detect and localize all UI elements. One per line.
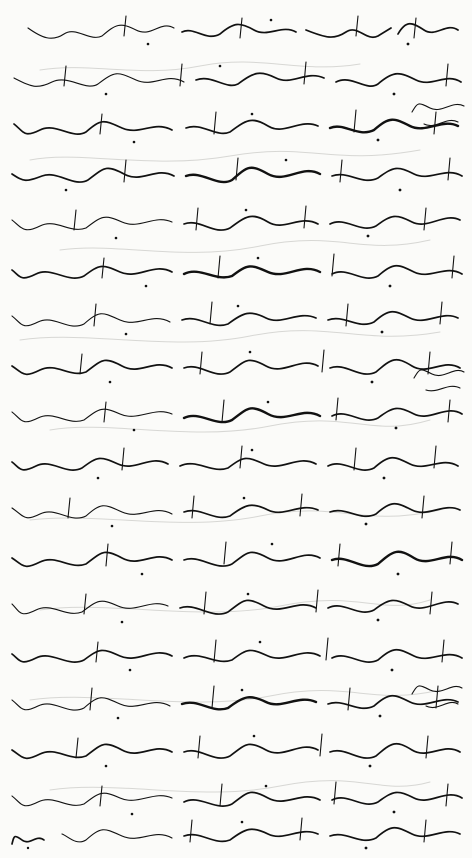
manuscript-line-8 (6, 344, 466, 390)
marginal-gloss-2 (408, 360, 468, 400)
manuscript-line-9 (6, 392, 466, 438)
manuscript-line-12 (6, 536, 466, 582)
manuscript-line-18 (6, 812, 466, 858)
manuscript-line-16 (6, 728, 466, 774)
manuscript-line-1 (6, 8, 466, 54)
manuscript-line-13 (6, 584, 466, 630)
marginal-gloss-1 (408, 96, 468, 136)
manuscript-line-14 (6, 632, 466, 678)
manuscript-line-5 (6, 200, 466, 246)
manuscript-line-10 (6, 440, 466, 486)
manuscript-line-6 (6, 248, 466, 294)
manuscript-line-11 (6, 488, 466, 534)
manuscript-line-15 (6, 680, 466, 726)
manuscript-line-3 (6, 104, 466, 150)
manuscript-line-2 (6, 56, 466, 102)
catchword (8, 830, 48, 852)
marginal-gloss-3 (408, 680, 468, 720)
manuscript-line-4 (6, 152, 466, 198)
manuscript-line-7 (6, 296, 466, 342)
